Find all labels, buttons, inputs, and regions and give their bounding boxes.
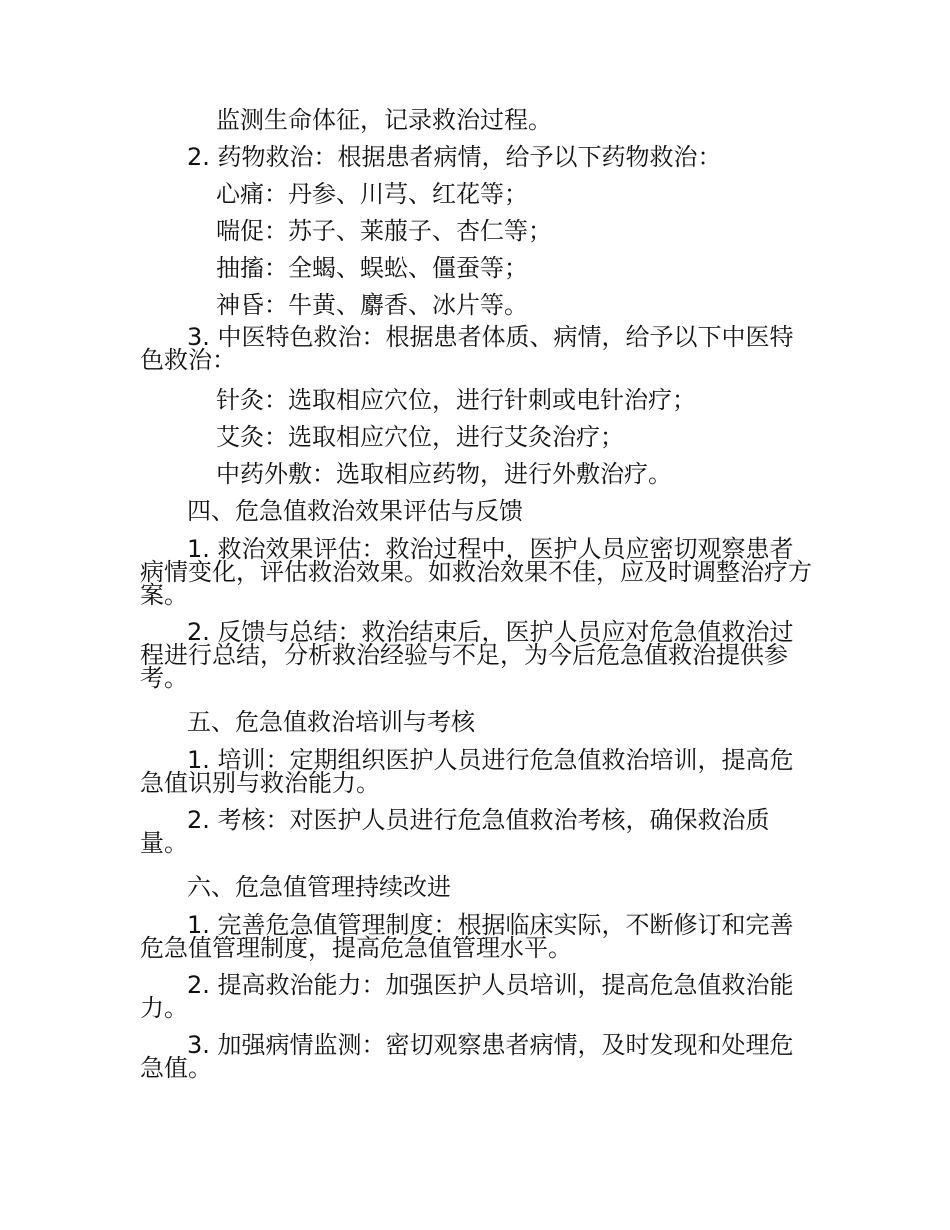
text-line: 喘促：苏子、莱菔子、杏仁等； <box>216 217 552 245</box>
text-line: 监测生命体征，记录救治过程。 <box>216 106 552 134</box>
section-heading-4: 四、危急值救治效果评估与反馈 <box>187 497 523 525</box>
text-line: 抽搐：全蝎、蜈蚣、僵蚕等； <box>216 254 528 282</box>
list-item-drug-treatment: 2. 药物救治：根据患者病情，给予以下药物救治： <box>187 143 722 171</box>
paragraph: 1. 救治效果评估：救治过程中，医护人员应密切观察患者病情变化，评估救治效果。如救治效果不佳，应及时调整治疗方案。 <box>140 535 812 609</box>
section-heading-6: 六、危急值管理持续改进 <box>187 873 451 901</box>
document-body <box>140 102 812 1094</box>
section-heading-5: 五、危急值救治培训与考核 <box>187 708 475 736</box>
text-line: 心痛：丹参、川芎、红花等； <box>216 180 528 208</box>
text-line: 艾灸：选取相应穴位，进行艾灸治疗； <box>216 423 624 451</box>
text-line: 针灸：选取相应穴位，进行针刺或电针治疗； <box>216 386 696 414</box>
paragraph: 3. 加强病情监测：密切观察患者病情，及时发现和处理危急值。 <box>140 1031 794 1082</box>
paragraph: 2. 考核：对医护人员进行危急值救治考核，确保救治质量。 <box>140 806 770 857</box>
paragraph: 1. 培训：定期组织医护人员进行危急值救治培训，提高危急值识别与救治能力。 <box>140 746 794 797</box>
paragraph: 1. 完善危急值管理制度：根据临床实际，不断修订和完善危急值管理制度，提高危急值管理水平。 <box>140 911 794 962</box>
text-line: 神昏：牛黄、麝香、冰片等。 <box>216 291 528 319</box>
list-item-tcm-treatment: 3. 中医特色救治：根据患者体质、病情，给予以下中医特色救治： <box>140 323 794 374</box>
paragraph: 2. 提高救治能力：加强医护人员培训，提高危急值救治能力。 <box>140 971 794 1022</box>
paragraph: 2. 反馈与总结：救治结束后，医护人员应对危急值救治过程进行总结，分析救治经验与不足，为今后危急值救治提供参考。 <box>140 618 794 692</box>
text-line: 中药外敷：选取相应药物，进行外敷治疗。 <box>216 460 672 488</box>
